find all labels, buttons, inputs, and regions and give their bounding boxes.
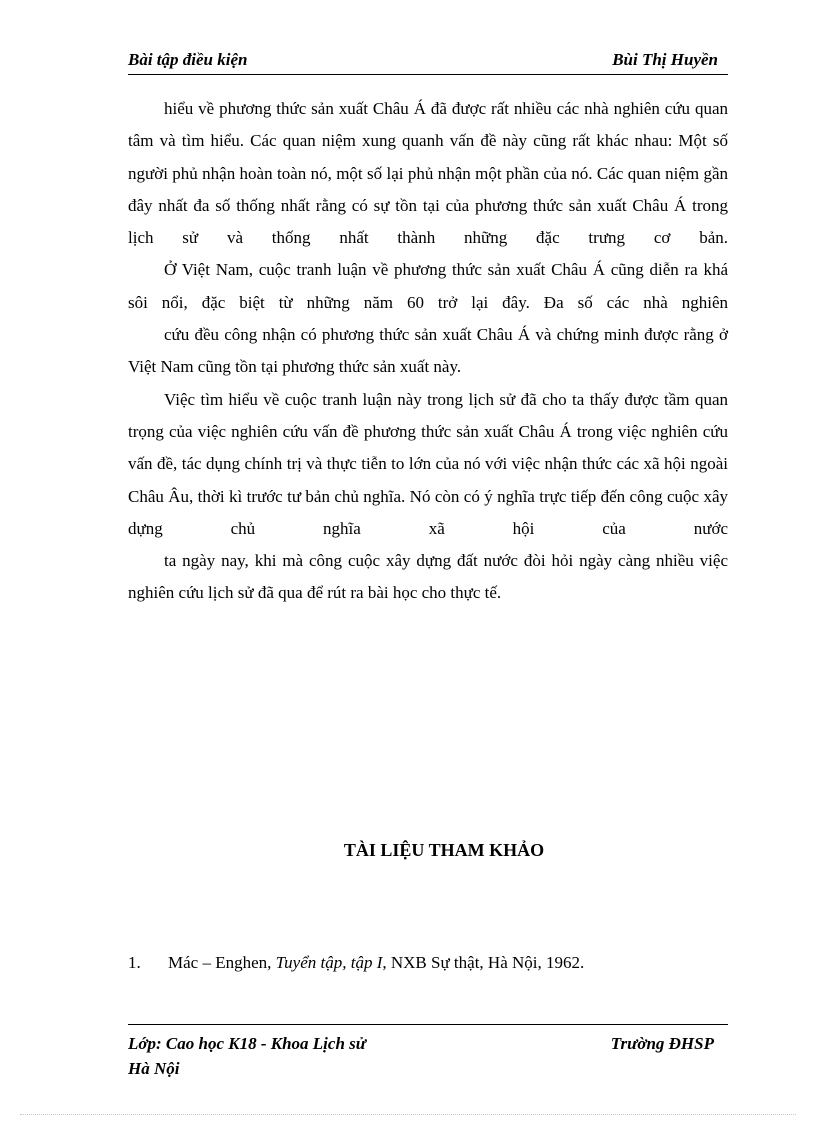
reference-publisher: , NXB Sự thật, Hà Nội, 1962. (382, 953, 585, 972)
paragraph-2a: Ở Việt Nam, cuộc tranh luận về phương thức sản xuất Châu Á cũng diễn ra khá sôi nổi, đặc biệt từ những năm 60 trở lại đây. Đa số các nhà nghiên (128, 260, 728, 312)
paragraph-2b: cứu đều công nhận có phương thức sản xuất Châu Á và chứng minh được rằng ở Việt Nam cũng tồn tại phương thức sản xuất này. (128, 325, 728, 377)
footer-university: Trường ĐHSP (610, 1034, 714, 1053)
reference-item (128, 953, 728, 973)
references-heading: TÀI LIỆU THAM KHẢO (343, 840, 545, 860)
reference-number: 1. (128, 953, 141, 972)
header-course-title: Bài tập điều kiện (128, 50, 248, 69)
header-author-name: Bùi Thị Huyền (612, 50, 718, 69)
body-text (128, 93, 728, 610)
reference-title: Tuyển tập, tập I (275, 953, 383, 972)
paragraph-3b: ta ngày nay, khi mà công cuộc xây dựng đất nước đòi hỏi ngày càng nhiều việc nghiên cứu lịch sử đã qua để rút ra bài học cho thực tế. (128, 551, 728, 603)
footer-city: Hà Nội (128, 1059, 180, 1078)
paragraph-1: hiểu về phương thức sản xuất Châu Á đã được rất nhiều các nhà nghiên cứu quan tâm và tìm hiểu. Các quan niệm xung quanh vấn đề này cũng rất khác nhau: Một số người phủ nhận hoàn toàn nó, một số lại phủ nhận một phần của nó. Các quan niệm gần đây nhất đa số thống nhất rằng có sự tồn tại của phương thức sản xuất Châu Á trong lịch sử và thống nhất thành những đặc trưng cơ bản. (128, 99, 728, 248)
page-footer (128, 1024, 728, 1081)
footer-class-info: Lớp: Cao học K18 - Khoa Lịch sử (128, 1034, 366, 1053)
reference-authors: Mác – Enghen, (168, 953, 272, 972)
page-bottom-border (20, 1114, 796, 1115)
page-header (128, 50, 728, 75)
paragraph-3a: Việc tìm hiểu về cuộc tranh luận này trong lịch sử đã cho ta thấy được tầm quan trọng của việc nghiên cứu vấn đề phương thức sản xuất Châu Á trong việc nghiên cứu vấn đề, tác dụng chính trị và thực tiễn to lớn của nó với việc nhận thức các xã hội ngoài Châu Âu, thời kì trước tư bản chủ nghĩa. Nó còn có ý nghĩa trực tiếp đến công cuộc xây dựng chủ nghĩa xã hội của nước (128, 389, 728, 538)
